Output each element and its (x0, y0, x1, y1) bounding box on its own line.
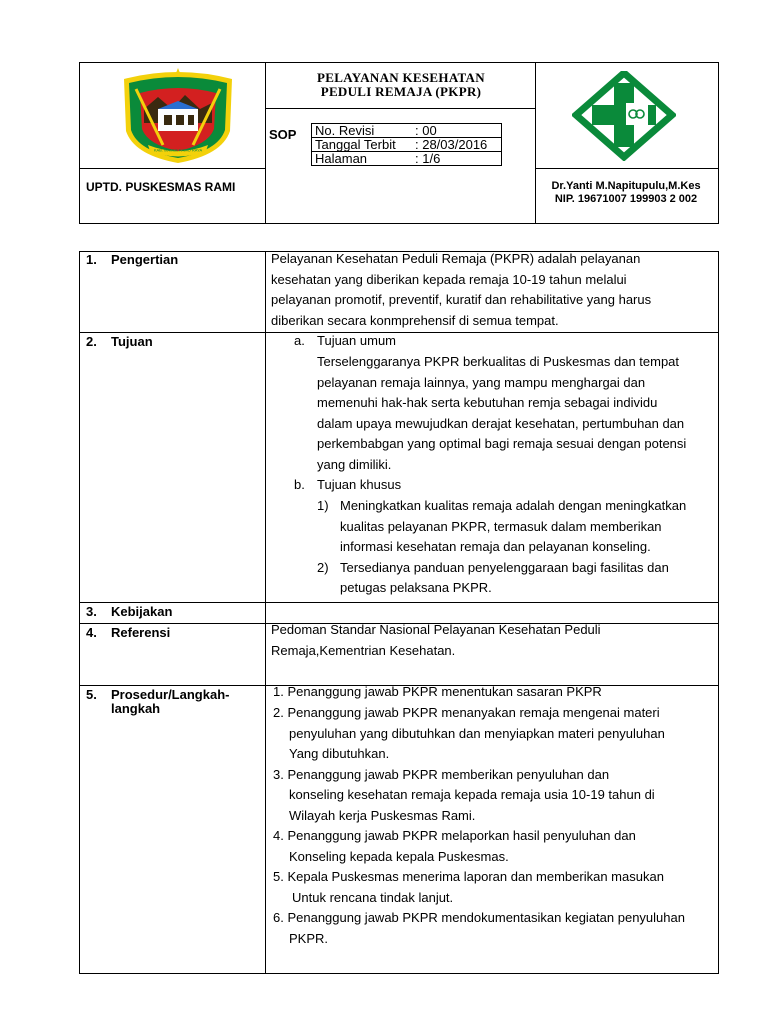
text-line: Terselenggaranya PKPR berkualitas di Puskesmas dan tempat (317, 354, 680, 369)
text-line: Yang dibutuhkan. (289, 746, 390, 761)
list-marker: b. (294, 477, 305, 492)
subheading-tujuan-khusus: Tujuan khusus (317, 477, 402, 492)
regency-logo (118, 65, 238, 165)
text-line: informasi kesehatan remaja dan pelayanan konseling. (340, 539, 651, 554)
list-marker: 1) (317, 498, 329, 513)
row-divider (80, 332, 718, 333)
text-line: Pelayanan Kesehatan Peduli Remaja (PKPR) adalah pelayanan (271, 251, 641, 266)
unit-name: UPTD. PUSKESMAS RAMI (86, 180, 236, 194)
document-title: PELAYANAN KESEHATAN PEDULI REMAJA (PKPR) (317, 70, 485, 99)
header-divider (80, 168, 265, 169)
sop-label: SOP (269, 127, 297, 142)
list-item: 2. Penanggung jawab PKPR menanyakan remaja mengenai materi (273, 705, 660, 720)
terbit-label: Tanggal Terbit (312, 138, 413, 152)
section-label-tujuan: 2. Tujuan (86, 334, 153, 349)
table-row (312, 138, 502, 152)
text-line: Tersedianya panduan penyelenggaraan bagi fasilitas dan (340, 559, 669, 575)
list-item: 3. Penanggung jawab PKPR memberikan penyuluhan dan (273, 766, 610, 782)
section-label-pengertian: 1. Pengertian (86, 252, 179, 267)
text-line: Meningkatkan kualitas remaja adalah dengan meningkatkan (340, 498, 687, 513)
text-line: kualitas pelayanan PKPR, termasuk dalam memberikan (340, 518, 662, 534)
list-item: 1. Penanggung jawab PKPR menentukan sasaran PKPR (273, 684, 602, 699)
signatory (536, 180, 716, 206)
halaman-label: Halaman (312, 152, 413, 166)
signer-name: Dr.Yanti M.Napitupulu,M.Kes (551, 180, 701, 192)
header-divider (535, 168, 718, 169)
text-line: Wilayah kerja Puskesmas Rami. (289, 807, 476, 823)
section-label-referensi: 4. Referensi (86, 625, 171, 640)
list-marker: a. (294, 333, 305, 348)
list-item: 6. Penanggung jawab PKPR mendokumentasikan kegiatan penyuluhan (273, 910, 685, 925)
section-content-pengertian (271, 249, 716, 331)
terbit-value: : 28/03/2016 (412, 138, 502, 152)
row-divider (80, 602, 718, 603)
text-line: memenuhi hak-hak serta kebutuhan remja sebagai individu (317, 395, 658, 410)
sop-header (79, 62, 719, 224)
revision-table (311, 123, 502, 166)
puskesmas-logo (572, 71, 676, 161)
header-divider (265, 108, 535, 109)
text-line: pelayanan remaja lainnya, yang mampu menghargai dan (317, 374, 646, 390)
subheading-tujuan-umum: Tujuan umum (317, 333, 396, 348)
revisi-label: No. Revisi (312, 124, 413, 138)
text-line: petugas pelaksana PKPR. (340, 580, 492, 595)
signer-nip: NIP. 19671007 199903 2 002 (554, 193, 698, 205)
text-line: dalam upaya mewujudkan derajat kesehatan, pertumbuhan dan (317, 415, 685, 431)
column-divider (265, 252, 266, 973)
text-line: perkembabgan yang optimal bagi remaja sesuai dengan potensi (317, 436, 687, 451)
text-line: penyuluhan yang dibutuhkan dan menyiapkan materi penyuluhan (289, 725, 665, 741)
text-line: diberikan secara konmprehensif di semua tempat. (271, 312, 559, 328)
table-row (312, 152, 502, 166)
section-label-kebijakan: 3. Kebijakan (86, 604, 173, 619)
revisi-value: : 00 (412, 124, 502, 138)
list-item: 4. Penanggung jawab PKPR melaporkan hasil penyuluhan dan (273, 828, 636, 843)
halaman-value: : 1/6 (412, 152, 502, 166)
list-item: 5. Kepala Puskesmas menerima laporan dan memberikan masukan (273, 869, 664, 884)
procedure-table (79, 251, 719, 974)
list-marker: 2) (317, 559, 329, 575)
text-line: Pedoman Standar Nasional Pelayanan Kesehatan Peduli (271, 622, 601, 637)
text-line: konseling kesehatan remaja kepada remaja usia 10-19 tahun di (289, 787, 655, 802)
text-line: kesehatan yang diberikan kepada remaja 10-19 tahun melalui (271, 271, 627, 287)
table-row (312, 124, 502, 138)
text-line: Untuk rencana tindak lanjut. (292, 889, 454, 905)
section-content-referensi (271, 620, 716, 661)
text-line: pelayanan promotif, preventif, kuratif dan rehabilitative yang harus (271, 292, 652, 308)
text-line: Remaja,Kementrian Kesehatan. (271, 642, 456, 658)
text-line: PKPR. (289, 930, 329, 946)
svg-text:KAB. MAMBERAMO RAYA: KAB. MAMBERAMO RAYA (153, 147, 203, 153)
text-line: yang dimiliki. (317, 456, 392, 472)
text-line: Konseling kepada kepala Puskesmas. (289, 848, 509, 864)
section-label-prosedur: 5. Prosedur/Langkah- langkah (86, 687, 230, 716)
